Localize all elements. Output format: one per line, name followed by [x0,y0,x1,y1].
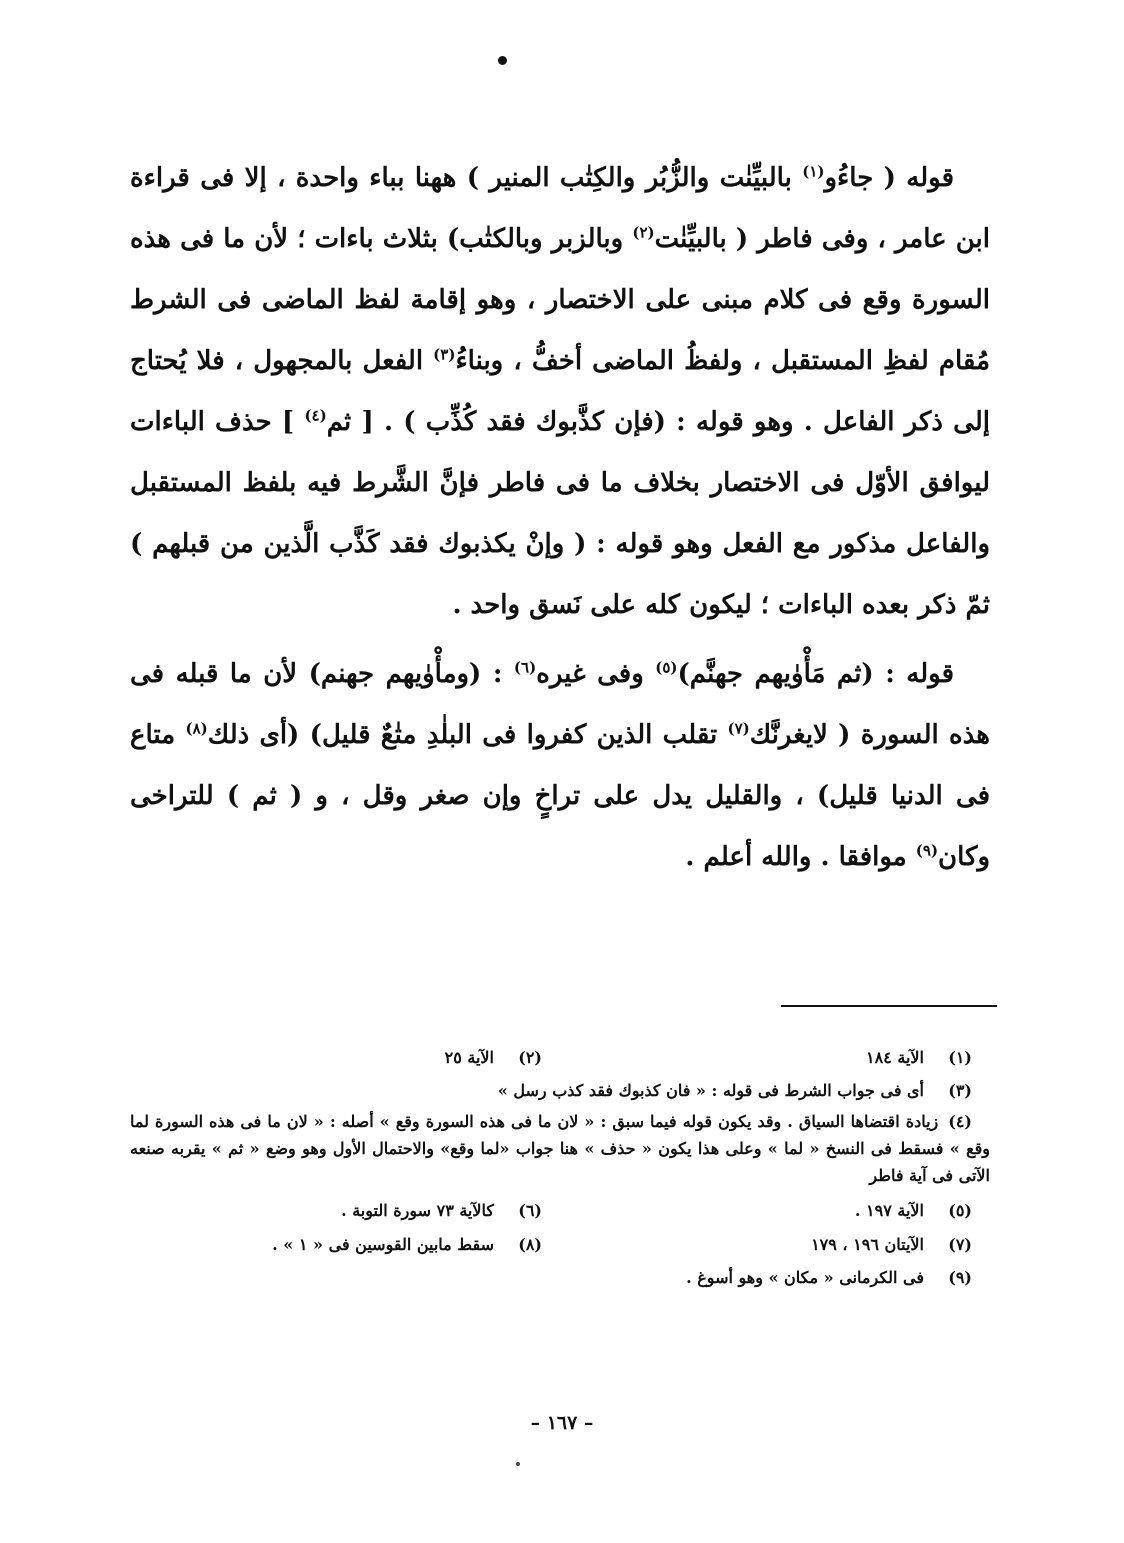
text-run: موافقا . والله أعلم . [685,842,916,872]
footnote-9 [130,1261,990,1293]
text-run: وبالزبر وبالكتٰب) بثلاث باءات ؛ لأن ما فى هذه السورة وقع فى كلام مبنى على الاختصار ، وهو إقامة لفظ الماضى فى الشرط مُقام لفظِ المستقبل ، ولفظُ الماضى أخفُّ ، وبناءُ [130,224,990,376]
main-text [130,148,990,888]
footnote-number: (١) [948,1047,972,1067]
text-run: تقلب الذين كفروا فى البلٰدِ متٰعٌ قليل) (أى ذلك [207,720,728,750]
footnote-text: الآية ١٩٧ . [854,1200,924,1220]
footnote-row [130,1040,990,1074]
footnote-1 [560,1048,990,1067]
footnote-number: (٩) [948,1267,972,1287]
footnote-number: (٦) [518,1200,542,1220]
footnote-text: أى فى جواب الشرط فى قوله : « فان كذبوك فقد كذب رسل » [497,1080,924,1100]
footnote-number: (٨) [518,1234,542,1254]
footnote-8 [130,1235,560,1254]
footnote-number: (٥) [948,1200,972,1220]
footnote-ref: (٥) [655,658,678,677]
footnote-ref: (٧) [727,719,750,738]
footnote-text: فى الكرمانى « مكان » وهو أسوغ . [686,1267,924,1287]
footnote-ref: (٢) [632,223,655,242]
footnote-ref: (٩) [915,841,939,860]
text-run: وفى غيره [536,659,656,689]
footnote-row [130,1227,990,1261]
footnote-text: الآيتان ١٩٦ ، ١٧٩ [811,1234,924,1254]
text-run: ] حذف الباءات ليوافق الأوّل فى الاختصار بخلاف ما فى فاطر فإنَّ الشَّرط فيه بلفظ المستقبل والفاعل مذكور مع الفعل وهو قوله : ( وإنْ يكذبوك فقد كَذَّب الَّذين من قبلهم ) ثمّ ذكر بعده الباءات ؛ ليكون كله على نَسق واحد . [130,407,991,620]
paragraph-1 [130,148,990,636]
page-dot-mark [498,56,507,65]
footnote-number: (٣) [948,1080,972,1100]
footnote-6 [130,1201,560,1220]
footnote-ref: (٨) [185,719,208,738]
footnote-number: (٧) [948,1234,972,1254]
footnote-number: (٤) [948,1112,972,1131]
footnote-4 [130,1106,990,1193]
footnote-3 [130,1074,990,1106]
footnote-ref: (٣) [433,345,456,364]
footnote-ref: (٦) [513,658,537,677]
paragraph-2 [130,644,990,888]
footnote-row [130,1193,990,1227]
footnote-text: الآية ٢٥ [444,1047,494,1067]
text-run: بالبيِّنٰت والزُّبُر والكِتٰب المنير ) ههنا بباء واحدة ، إلا فى قراءة ابن عامر ، وفى فاطر ( بالبيِّنٰت [130,163,990,254]
ink-speck [516,1462,520,1466]
footnotes [130,1040,990,1293]
text-run: : (ومأْوٰيهم جهنم) لأن ما قبله فى هذه السورة ( لايغرنَّك [130,659,990,750]
footnote-number: (٢) [518,1047,542,1067]
text-run: قوله : (ثم مَأْوٰيهم جهنَّم) [677,659,954,689]
footnote-ref: (٤) [304,406,327,425]
footnote-text: سقط مابين القوسين فى « ١ » . [272,1234,494,1254]
footnote-2 [130,1048,560,1067]
footnote-ref: (١) [802,162,825,181]
page-number: – ١٦٧ – [530,1412,594,1434]
text-run: الفعل بالمجهول ، فلا يُحتاج إلى ذكر الفاعل . وهو قوله : (فإن كذَّبوك فقد كُذِّب ) . [ ثم [130,346,990,437]
footnote-5 [560,1201,990,1220]
footnote-text: زيادة اقتضاها السياق . وقد يكون قوله فيما سبق : « لان ما فى هذه السورة وقع » أصله : « لان ما فى هذه السورة لما وقع » فسقط فى النسخ « لما » وعلى هذا يكون « حذف » هنا جواب «لما وقع» والاحتمال الأول وهو وضع « ثم » يقربه صنعه الآتى فى آية فاطر [130,1112,990,1185]
footnote-text: الآية ١٨٤ [866,1047,924,1067]
text-run: قوله ( جاءُو [824,163,954,193]
footnote-separator [781,1005,997,1007]
footnote-7 [560,1235,990,1254]
text-run: متاع فى الدنيا قليل) ، والقليل يدل على تراخٍ وإن صغر وقل ، و ( ثم ) للتراخى وكان [130,720,990,872]
footnote-text: كالآية ٧٣ سورة التوبة . [341,1200,494,1220]
